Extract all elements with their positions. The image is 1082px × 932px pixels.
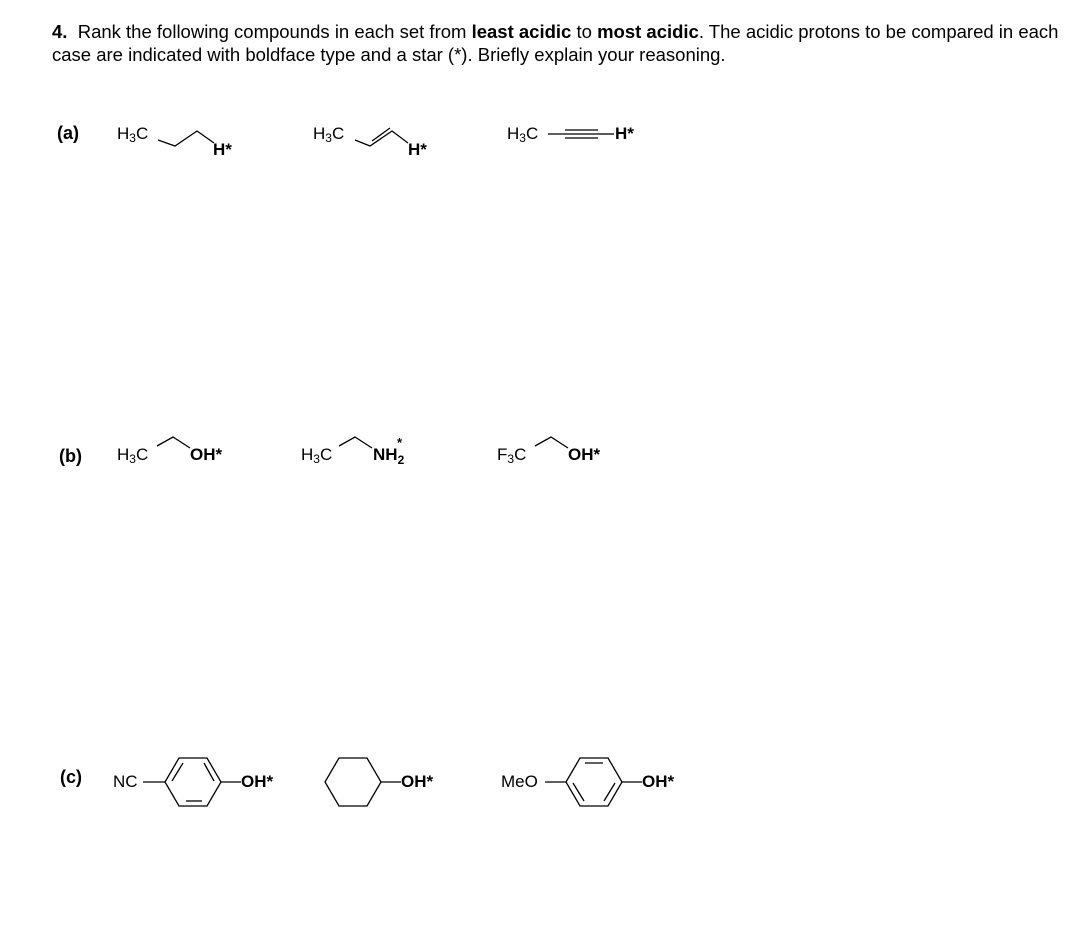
a1-left-group: [117, 124, 148, 144]
question-text-2: to: [576, 21, 592, 42]
b3-left-c: C: [514, 445, 527, 464]
b1-left-c: C: [135, 445, 149, 464]
c2-cyclohexane-ring: [325, 758, 381, 806]
b2-left-group: [301, 445, 332, 465]
a2-left-group: [313, 124, 344, 144]
c1-benzene-ring: [165, 758, 221, 806]
c1-acidic-oh: OH*: [241, 772, 274, 791]
a1-zigzag-bond: [158, 131, 214, 146]
set-c-label: (c): [60, 767, 82, 787]
b3-left-sub: 3: [507, 452, 515, 466]
question-text-3: . The acidic protons to be compared in each case are indicated with boldface type and a star (*). Briefly explain your reasoning.: [52, 21, 1059, 65]
a1-left-h: H: [117, 124, 130, 143]
c3-ring-double-2: [573, 783, 584, 801]
b2-acidic-nh2: [373, 435, 405, 467]
b2-nh: NH: [373, 445, 398, 464]
b3-left-f: F: [497, 445, 508, 464]
b2-left-c: C: [319, 445, 333, 464]
c2-acidic-oh: OH*: [401, 772, 434, 791]
set-b-label: (b): [59, 446, 82, 466]
b2-nh-sub: 2: [397, 453, 405, 467]
c3-acidic-oh: OH*: [642, 772, 675, 791]
a2-left-h: H: [313, 124, 326, 143]
c3-benzene-ring: [566, 758, 622, 806]
question-number: 4.: [52, 21, 68, 42]
c1-ring-double-3: [204, 763, 214, 781]
a1-acidic-h: H*: [213, 140, 232, 159]
b3-zigzag-bond: [535, 437, 568, 448]
a3-acidic-h: H*: [615, 124, 634, 143]
a3-left-group: [507, 124, 538, 144]
least-acidic-phrase: least acidic: [471, 21, 572, 42]
b3-acidic-oh: OH*: [568, 445, 601, 464]
b2-nh-star: *: [397, 435, 403, 450]
a2-left-c: C: [331, 124, 345, 143]
a3-left-sub: 3: [519, 131, 526, 145]
c3-ring-double-3: [604, 783, 615, 801]
a3-left-c: C: [525, 124, 539, 143]
b2-left-h: H: [301, 445, 314, 464]
b1-acidic-oh: OH*: [190, 445, 223, 464]
c1-ring-double-1: [172, 763, 183, 781]
a1-left-c: C: [135, 124, 149, 143]
b3-left-group: [497, 445, 526, 465]
b1-left-group: [117, 445, 148, 465]
c3-methoxy-group: MeO: [501, 772, 538, 791]
c1-nitrile-group: NC: [113, 772, 138, 791]
a2-zigzag-bond: [355, 131, 408, 146]
question-text-1: Rank the following compounds in each set from: [77, 21, 467, 42]
a1-left-sub: 3: [129, 131, 136, 145]
b1-zigzag-bond: [157, 437, 190, 448]
set-a-label: (a): [57, 123, 79, 143]
a3-left-h: H: [507, 124, 520, 143]
b1-left-sub: 3: [129, 452, 136, 466]
a2-acidic-h: H*: [408, 140, 427, 159]
b2-zigzag-bond: [339, 437, 372, 448]
b2-left-sub: 3: [313, 452, 320, 466]
a2-left-sub: 3: [325, 131, 332, 145]
most-acidic-phrase: most acidic: [597, 21, 699, 42]
b1-left-h: H: [117, 445, 130, 464]
